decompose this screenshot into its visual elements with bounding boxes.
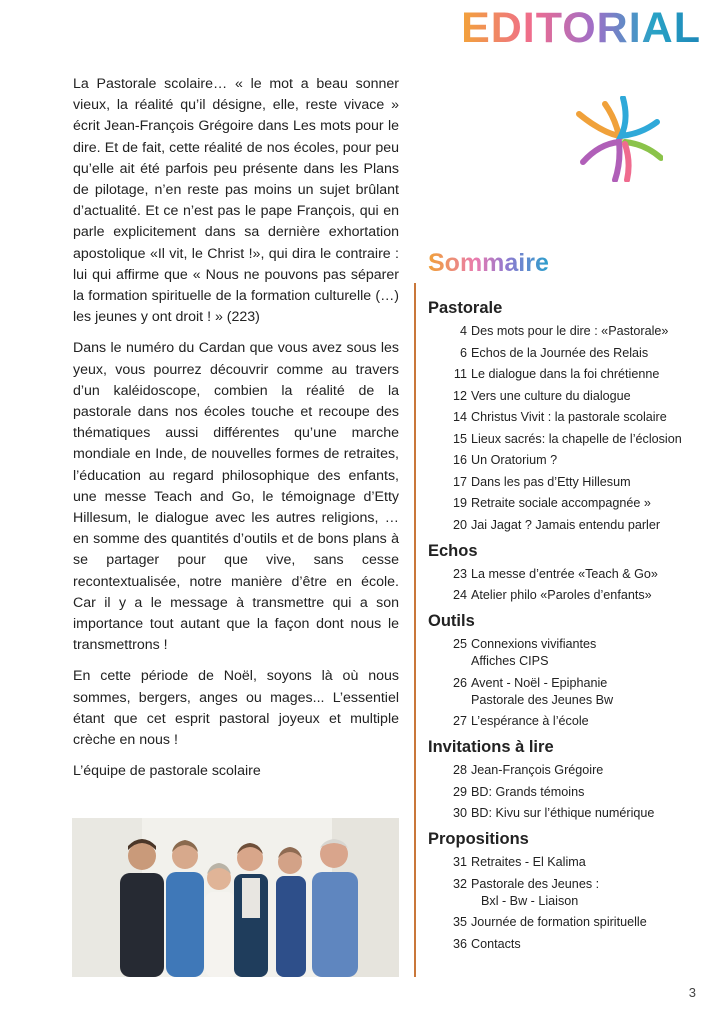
toc-entry-title: Atelier philo «Paroles d’enfants» [471, 588, 652, 602]
toc-entry-title: Le dialogue dans la foi chrétienne [471, 367, 660, 381]
toc-section-heading: Pastorale [428, 299, 503, 317]
page-title: EDITORIAL [461, 4, 701, 52]
toc-page-number: 14 [452, 410, 467, 424]
toc-section-heading: Propositions [428, 830, 529, 848]
toc-entry-line: Avent - Noël - Epiphanie [471, 675, 608, 690]
toc-entry[interactable] [428, 914, 708, 931]
toc-entry-title: BD: Grands témoins [471, 784, 585, 799]
toc-page-number: 26 [452, 675, 467, 690]
toc-page-number: 11 [453, 367, 467, 381]
toc-entry-title: Journée de formation spirituelle [471, 915, 647, 929]
team-photo [72, 818, 399, 977]
toc-entry[interactable] [428, 366, 708, 383]
toc-entry[interactable] [428, 566, 708, 583]
toc-entry-line: Pastorale des Jeunes Bw [471, 692, 614, 707]
toc-entry-line: Affiches CIPS [471, 654, 549, 668]
toc-section-propositions [428, 828, 708, 953]
toc-entry-title: Echos de la Journée des Relais [471, 345, 649, 360]
toc-page-number: 20 [452, 517, 467, 532]
toc-page-number: 25 [452, 637, 467, 651]
toc-page-number: 23 [452, 566, 467, 581]
toc-page-number: 28 [452, 763, 467, 777]
editorial-paragraph: La Pastorale scolaire… « le mot a beau sonner vieux, la réalité qu’il désigne, elle, reste vivace » écrit Jean-François Grégoire dans Les mots pour le dire. Et de fait, cette réalité de nos écoles, pour peu qu’elle ait été parfois peu présente dans les Plans de pilotage, n’en reste pas moins un sujet brûlant d’actualité. Et ce n’est pas le pape François, qui en parle explicitement dans sa dernière exhortation apostolique «Il vit, le Christ !», qui dira le contraire : lui qui affirme que « Nous ne pouvons pas séparer la formation spirituelle de la formation culturelle (…) les jeunes y ont droit ! » (223) [73, 76, 399, 326]
toc-section-pastorale [428, 297, 708, 534]
toc-entry[interactable] [428, 517, 708, 534]
toc-page-number: 27 [452, 714, 467, 728]
column-divider [414, 283, 416, 977]
toc-entry-line: Connexions vivifiantes [471, 637, 597, 651]
toc-entry-title: Un Oratorium ? [471, 453, 558, 467]
toc-entry[interactable] [428, 854, 708, 871]
toc-entry-title: Jean-François Grégoire [471, 763, 604, 777]
table-of-contents [428, 297, 708, 959]
toc-entry[interactable] [428, 431, 708, 448]
toc-entry[interactable] [428, 876, 708, 910]
toc-page-number: 35 [452, 915, 467, 929]
toc-entry-title: L’espérance à l’école [471, 714, 589, 728]
toc-entry[interactable] [428, 452, 708, 469]
toc-entry-title: Christus Vivit : la pastorale scolaire [471, 410, 667, 424]
toc-page-number: 29 [452, 784, 467, 799]
toc-page-number: 16 [452, 453, 467, 467]
toc-entry[interactable] [428, 345, 708, 362]
toc-entry-title: Des mots pour le dire : «Pastorale» [471, 324, 669, 338]
toc-entry-title: Jai Jagat ? Jamais entendu parler [471, 517, 661, 532]
toc-section-heading: Invitations à lire [428, 738, 554, 756]
toc-page-number: 6 [459, 345, 467, 360]
toc-entry[interactable] [428, 762, 708, 779]
toc-entry[interactable] [428, 495, 708, 512]
toc-entry[interactable] [428, 388, 708, 405]
toc-page-number: 19 [452, 496, 467, 510]
toc-entry-title: Contacts [471, 936, 521, 951]
toc-page-number: 32 [452, 876, 467, 891]
sommaire-title: Sommaire [428, 249, 549, 277]
toc-page-number: 15 [452, 431, 467, 446]
toc-entry-line: Pastorale des Jeunes : [471, 876, 600, 891]
toc-entry[interactable] [428, 784, 708, 801]
toc-page-number: 31 [452, 855, 467, 869]
editorial-text [73, 74, 399, 782]
toc-section-outils [428, 610, 708, 730]
toc-section-heading: Outils [428, 612, 475, 630]
toc-entry-title: Retraites - El Kalima [471, 855, 586, 869]
toc-entry[interactable] [428, 323, 708, 340]
toc-entry-title: Lieux sacrés: la chapelle de l’éclosion [471, 431, 682, 446]
toc-entry[interactable] [428, 636, 708, 670]
toc-page-number: 30 [452, 806, 467, 820]
toc-page-number: 24 [452, 588, 467, 602]
page-number: 3 [688, 985, 696, 1000]
toc-section-invitations [428, 736, 708, 822]
toc-section-echos [428, 540, 708, 605]
toc-entry[interactable] [428, 713, 708, 730]
toc-page-number: 12 [452, 388, 467, 403]
toc-entry-title: Vers une culture du dialogue [471, 388, 631, 403]
toc-entry[interactable] [428, 805, 708, 822]
toc-entry-title [471, 876, 708, 910]
toc-entry[interactable] [428, 587, 708, 604]
toc-entry-title [471, 636, 708, 670]
colorful-cross-logo [575, 96, 663, 182]
toc-section-heading: Echos [428, 541, 478, 560]
toc-entry-title: Dans les pas d’Etty Hillesum [471, 474, 631, 489]
toc-page-number: 36 [452, 936, 467, 951]
signature: L’équipe de pastorale scolaire [73, 763, 261, 780]
toc-entry-title: Retraite sociale accompagnée » [471, 496, 651, 510]
toc-page-number: 17 [452, 474, 467, 489]
toc-entry[interactable] [428, 409, 708, 426]
toc-entry[interactable] [428, 675, 708, 709]
toc-entry[interactable] [428, 474, 708, 491]
toc-entry-title: BD: Kivu sur l’éthique numérique [471, 806, 655, 820]
toc-page-number: 4 [459, 324, 467, 338]
toc-entry-title: La messe d’entrée «Teach & Go» [471, 566, 658, 581]
toc-entry-title [471, 675, 708, 709]
editorial-paragraph: En cette période de Noël, soyons là où nous sommes, bergers, anges ou mages... L’essentiel étant que cet esprit pastoral joyeux et multiple crèche en nous ! [73, 668, 399, 749]
editorial-paragraph: Dans le numéro du Cardan que vous avez sous les yeux, vous pourrez découvrir comme au travers d’un kaléidoscope, combien la réalité de la pastorale dans nos écoles touche et recoupe des thématiques aussi différentes qu’une marche mondiale en Inde, de nouvelles formes de retraites, l’éducation au regard philosophique des enfants, une messe Teach and Go, le témoignage d’Etty Hillesum, le dialogue avec les autres religions, … en somme des quantités d’outils et de bons plans à se partager pour que vive, sans cesse recontextualisée, notre manière d’être en école. Car il y a le message à transmettre qui a son importance tout autant que la façon dont nous le transmettrons ! [73, 340, 399, 654]
toc-entry-line: Bxl - Bw - Liaison [481, 893, 579, 908]
toc-entry[interactable] [428, 936, 708, 953]
